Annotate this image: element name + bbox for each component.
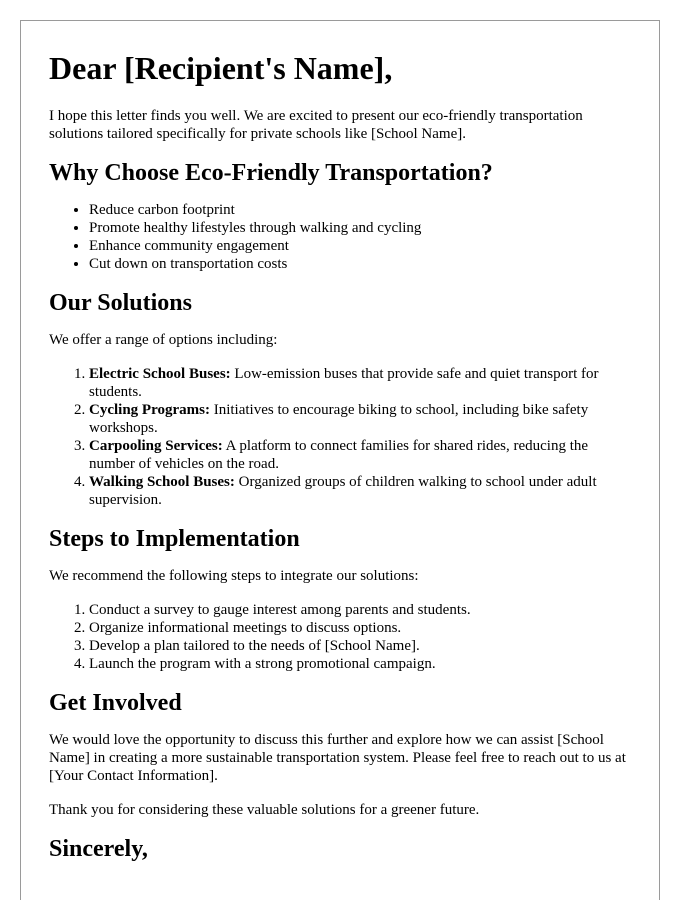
intro-paragraph: I hope this letter finds you well. We are excited to present our eco-friendly transportation solutions tailored specifically for private schools like [School Name]. (49, 108, 583, 142)
solution-text: Initiatives to encourage biking to school, including bike safety workshops. (89, 402, 589, 436)
involved-heading: Get Involved (49, 690, 182, 716)
list-item: • Cut down on transportation costs (89, 255, 631, 273)
closing-signoff: Sincerely, (49, 836, 148, 862)
steps-heading: Steps to Implementation (49, 526, 300, 552)
involved-paragraph: We would love the opportunity to discuss this further and explore how we can assist [School Name] in creating a more sustainable transportation system. Please feel free to reach out to us at [Your Contact Information]. (49, 732, 626, 784)
why-list (49, 201, 631, 273)
list-item (89, 473, 631, 509)
solution-title: Walking School Buses: (89, 474, 235, 490)
solution-text: A platform to connect families for shared rides, reducing the number of vehicles on the road. (89, 438, 589, 472)
list-item: • Enhance community engagement (89, 237, 631, 255)
steps-list (49, 601, 631, 673)
solutions-list (49, 365, 631, 509)
list-item (89, 437, 631, 473)
why-heading: Why Choose Eco-Friendly Transportation? (49, 160, 493, 186)
letter-page (20, 20, 660, 900)
list-item: 4. Launch the program with a strong promotional campaign. (89, 655, 631, 673)
list-item (89, 365, 631, 401)
list-item: 2. Organize informational meetings to discuss options. (89, 619, 631, 637)
list-item: 3. Develop a plan tailored to the needs of [School Name]. (89, 637, 631, 655)
thanks-paragraph: Thank you for considering these valuable solutions for a greener future. (49, 802, 480, 818)
solution-title: Carpooling Services: (89, 438, 223, 454)
greeting-heading: Dear [Recipient's Name], (49, 50, 393, 86)
solutions-intro: We offer a range of options including: (49, 332, 278, 348)
list-item (89, 401, 631, 437)
list-item: 1. Conduct a survey to gauge interest among parents and students. (89, 601, 631, 619)
solution-title: Cycling Programs: (89, 402, 210, 418)
solution-text: Organized groups of children walking to school under adult supervision. (89, 474, 597, 508)
solution-title: Electric School Buses: (89, 366, 231, 382)
solutions-heading: Our Solutions (49, 290, 192, 316)
list-item: • Promote healthy lifestyles through walking and cycling (89, 219, 631, 237)
solution-text: Low-emission buses that provide safe and quiet transport for students. (89, 366, 599, 400)
steps-intro: We recommend the following steps to integrate our solutions: (49, 568, 419, 584)
list-item: • Reduce carbon footprint (89, 201, 631, 219)
